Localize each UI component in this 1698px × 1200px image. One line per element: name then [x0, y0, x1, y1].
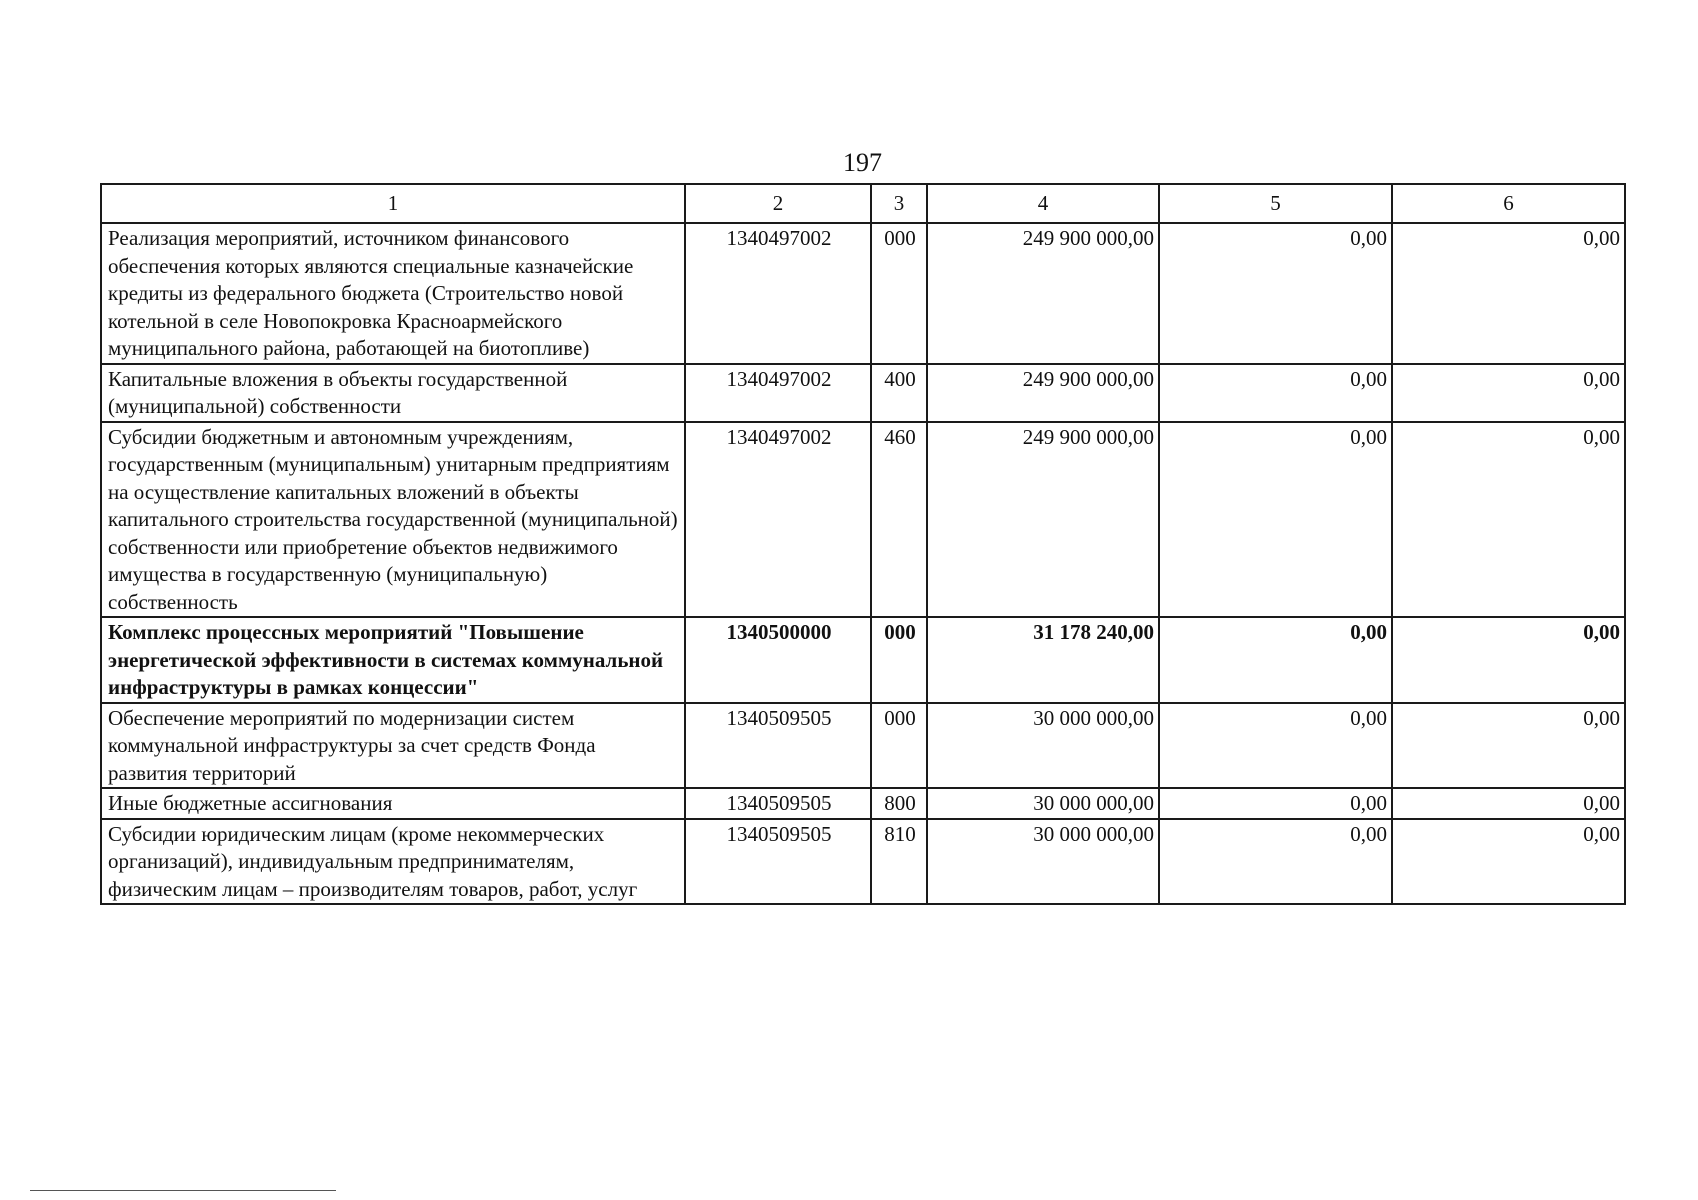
amount-col-4: 249 900 000,00 — [927, 422, 1159, 618]
amount-col-6: 0,00 — [1392, 788, 1625, 819]
amount-col-5: 0,00 — [1159, 703, 1392, 789]
header-row — [101, 184, 1625, 223]
header-cell-1: 1 — [101, 184, 685, 223]
table-body — [101, 223, 1625, 904]
amount-col-4: 249 900 000,00 — [927, 364, 1159, 422]
item-name: Субсидии юридическим лицам (кроме некоммерческих организаций), индивидуальным предпринимателям, физическим лицам – производителям товаров, работ, услуг — [101, 819, 685, 905]
item-name: Комплекс процессных мероприятий "Повышение энергетической эффективности в системах коммунальной инфраструктуры в рамках концессии" — [101, 617, 685, 703]
table-row — [101, 788, 1625, 819]
table-row — [101, 422, 1625, 618]
header-cell-5: 5 — [1159, 184, 1392, 223]
amount-col-6: 0,00 — [1392, 422, 1625, 618]
expense-type: 400 — [871, 364, 927, 422]
expense-type: 800 — [871, 788, 927, 819]
amount-col-4: 30 000 000,00 — [927, 703, 1159, 789]
table-row — [101, 703, 1625, 789]
target-code: 1340497002 — [685, 364, 871, 422]
table-row — [101, 819, 1625, 905]
amount-col-6: 0,00 — [1392, 617, 1625, 703]
amount-col-4: 31 178 240,00 — [927, 617, 1159, 703]
amount-col-4: 30 000 000,00 — [927, 788, 1159, 819]
budget-table — [100, 183, 1626, 905]
amount-col-6: 0,00 — [1392, 819, 1625, 905]
target-code: 1340509505 — [685, 703, 871, 789]
expense-type: 000 — [871, 703, 927, 789]
amount-col-6: 0,00 — [1392, 364, 1625, 422]
amount-col-5: 0,00 — [1159, 819, 1392, 905]
table-row — [101, 223, 1625, 364]
target-code: 1340500000 — [685, 617, 871, 703]
amount-col-5: 0,00 — [1159, 223, 1392, 364]
amount-col-4: 249 900 000,00 — [927, 223, 1159, 364]
item-name: Иные бюджетные ассигнования — [101, 788, 685, 819]
expense-type: 810 — [871, 819, 927, 905]
expense-type: 460 — [871, 422, 927, 618]
table-row — [101, 617, 1625, 703]
amount-col-5: 0,00 — [1159, 788, 1392, 819]
target-code: 1340509505 — [685, 788, 871, 819]
expense-type: 000 — [871, 223, 927, 364]
target-code: 1340497002 — [685, 223, 871, 364]
header-cell-4: 4 — [927, 184, 1159, 223]
amount-col-5: 0,00 — [1159, 617, 1392, 703]
footer-rule — [30, 1190, 336, 1191]
target-code: 1340509505 — [685, 819, 871, 905]
header-cell-2: 2 — [685, 184, 871, 223]
item-name: Субсидии бюджетным и автономным учреждениям, государственным (муниципальным) унитарным предприятиям на осуществление капитальных вложений в объекты капитального строительства государственной (муниципальной) собственности или приобретение объектов недвижимого имущества в государственную (муниципальную) собственность — [101, 422, 685, 618]
target-code: 1340497002 — [685, 422, 871, 618]
amount-col-6: 0,00 — [1392, 223, 1625, 364]
amount-col-6: 0,00 — [1392, 703, 1625, 789]
item-name: Реализация мероприятий, источником финансового обеспечения которых являются специальные казначейские кредиты из федерального бюджета (Строительство новой котельной в селе Новопокровка Красноармейского муниципального района, работающей на биотопливе) — [101, 223, 685, 364]
expense-type: 000 — [871, 617, 927, 703]
header-cell-6: 6 — [1392, 184, 1625, 223]
table-row — [101, 364, 1625, 422]
amount-col-5: 0,00 — [1159, 364, 1392, 422]
page-number: 197 — [843, 148, 882, 177]
item-name: Капитальные вложения в объекты государственной (муниципальной) собственности — [101, 364, 685, 422]
item-name: Обеспечение мероприятий по модернизации систем коммунальной инфраструктуры за счет средств Фонда развития территорий — [101, 703, 685, 789]
amount-col-4: 30 000 000,00 — [927, 819, 1159, 905]
amount-col-5: 0,00 — [1159, 422, 1392, 618]
header-cell-3: 3 — [871, 184, 927, 223]
